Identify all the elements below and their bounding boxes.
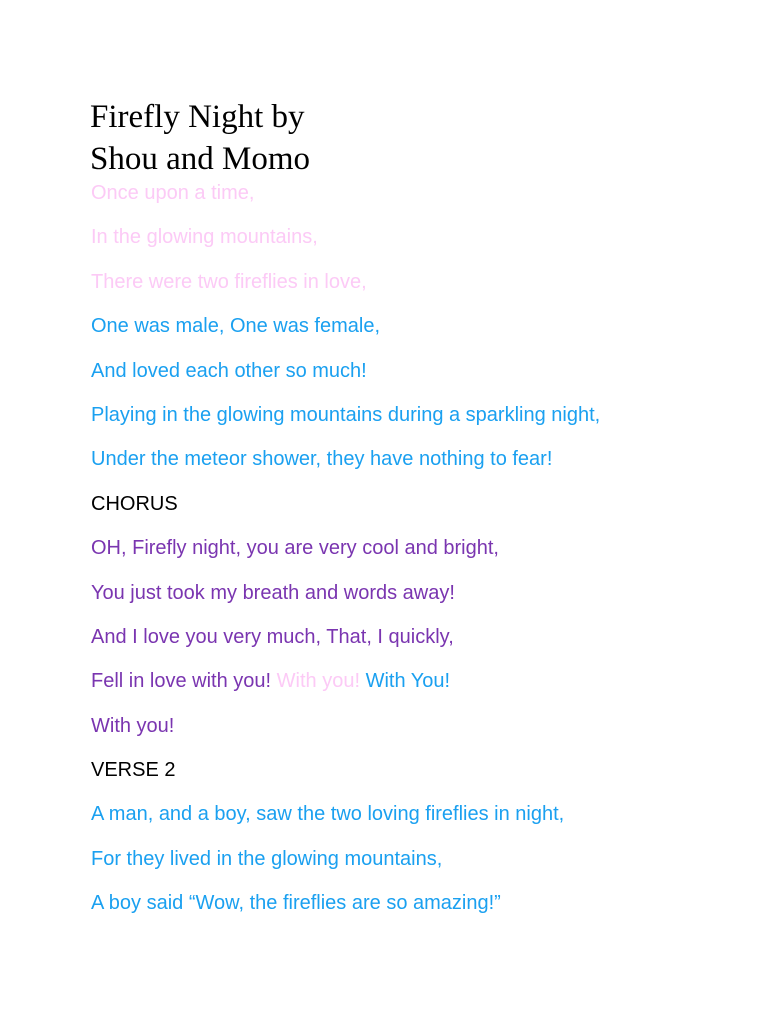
lyric-line: And loved each other so much! xyxy=(91,359,367,382)
lyric-line: With you! xyxy=(91,714,175,737)
lyric-line: Playing in the glowing mountains during a sparkling night, xyxy=(91,403,601,426)
lyric-line: For they lived in the glowing mountains, xyxy=(91,847,443,870)
lyric-line-mixed xyxy=(91,666,600,710)
lyric-line: There were two fireflies in love, xyxy=(91,270,367,293)
lyric-line: And I love you very much, That, I quickly, xyxy=(91,625,454,648)
lyric-line: OH, Firefly night, you are very cool and bright, xyxy=(91,537,499,560)
title-line-2: Shou and Momo xyxy=(90,141,311,177)
lyric-line: A man, and a boy, saw the two loving fireflies in night, xyxy=(91,803,565,826)
title-line-1: Firefly Night by xyxy=(90,99,305,135)
lyric-line: In the glowing mountains, xyxy=(91,226,318,249)
section-heading-chorus: CHORUS xyxy=(91,492,178,515)
lyrics xyxy=(91,178,600,933)
lyric-line: You just took my breath and words away! xyxy=(91,581,455,604)
lyric-segment: Fell in love with you! xyxy=(91,670,277,693)
section-heading-verse-2: VERSE 2 xyxy=(91,759,176,782)
lyric-line: One was male, One was female, xyxy=(91,315,381,338)
lyric-line: Once upon a time, xyxy=(91,182,255,204)
song-title xyxy=(90,96,310,180)
lyric-segment: With you! xyxy=(276,670,366,693)
lyric-line: A boy said “Wow, the fireflies are so amazing!” xyxy=(91,892,501,915)
lyric-line: Under the meteor shower, they have nothing to fear! xyxy=(91,448,553,471)
lyric-segment: With You! xyxy=(365,670,451,693)
